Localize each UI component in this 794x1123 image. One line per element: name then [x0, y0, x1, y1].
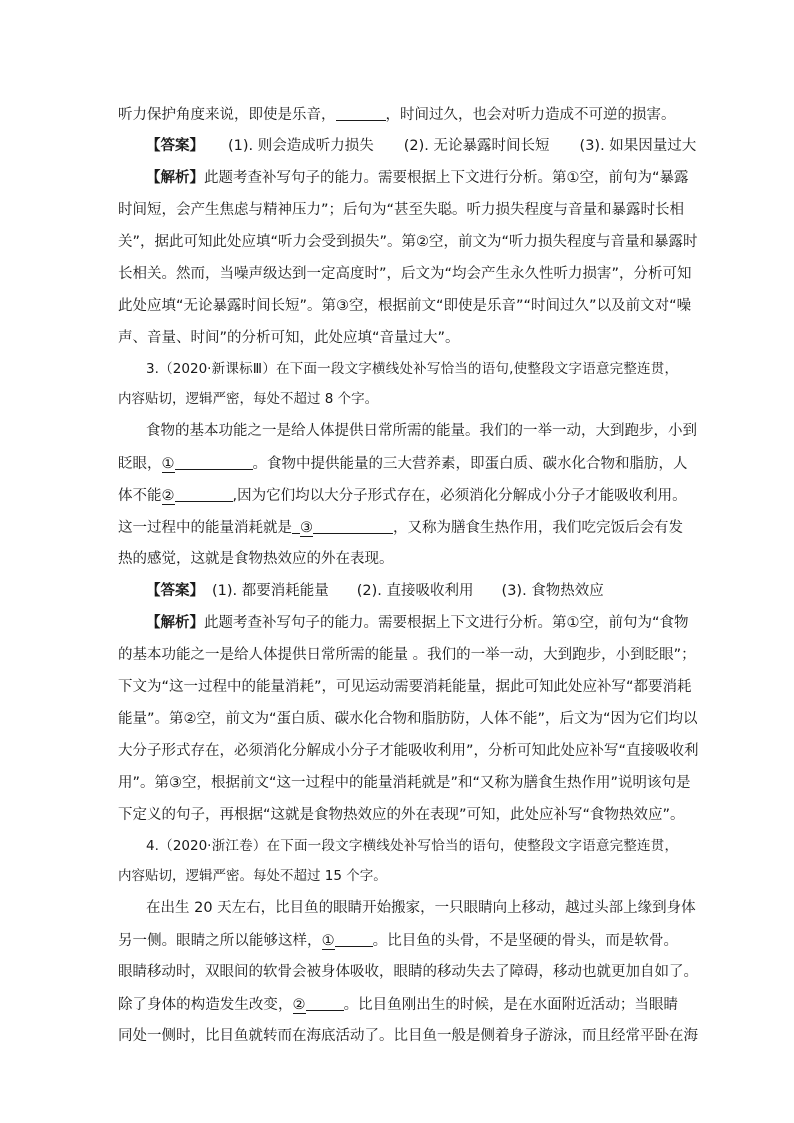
text-fragment: ，时间过久，也会对听力造成不可逆的损害。: [385, 107, 676, 123]
answer-item: (3). 食物热效应: [501, 583, 604, 599]
text-line: [118, 104, 678, 125]
analysis-line: [146, 168, 689, 188]
passage-line: 在出生 20 天左右，比目鱼的眼睛开始搬家，一只眼睛向上移动，越过头部上缘到身体: [146, 900, 696, 916]
analysis-line: 长相关。然而，当噪声级达到一定高度时”，后文为“均会产生永久性听力损害”，分析可知: [118, 266, 692, 282]
passage-line: 同处一侧时，比目鱼就转而在海底活动了。比目鱼一般是侧着身子游泳，而且经常平卧在海: [118, 1028, 698, 1044]
answer-item: (1). 则会造成听力损失: [228, 138, 374, 154]
blank-number: ①: [161, 456, 175, 472]
text-fragment: 听力保护角度来说，即使是乐音，: [118, 107, 336, 123]
analysis-label: 【解析】: [146, 615, 204, 631]
analysis-label: 【解析】: [146, 170, 204, 186]
text-fragment: ，又称为膳食生热作用，我们吃完饭后会有发: [393, 520, 683, 536]
answer-item: (2). 直接吸收利用: [356, 583, 474, 599]
passage-line: 热的感觉，这就是食物热效应的外在表现。: [118, 551, 394, 567]
analysis-line: 的基本功能之一是给人体提供日常所需的能量 。我们的一举一动，大到跑步，小到眨眼”；: [118, 647, 696, 663]
fill-blank: [306, 994, 344, 1011]
text-fragment: 。食物中提供能量的三大营养素，即蛋白质、碳水化合物和脂肪，人: [252, 456, 688, 472]
analysis-line: 时间短，会产生焦虑与精神压力”；后句为“甚至失聪。听力损失程度与音量和暴露时长相: [118, 202, 685, 218]
analysis-line: 下文为“这一过程中的能量消耗”，可见运动需要消耗能量，据此可知此处应补写“都要消耗: [118, 679, 692, 695]
answer-line: [146, 581, 678, 601]
fill-blank: [313, 517, 393, 534]
question-stem: 内容贴切，逻辑严密，每处不超过 8 个字。: [118, 391, 379, 407]
answer-item: (1). 都要消耗能量: [212, 583, 329, 599]
answer-label: 【答案】: [146, 583, 204, 599]
analysis-line: 关”，据此可知此处应填“听力会受到损失”。第②空，前文为“听力损失程度与音量和暴露时: [118, 234, 698, 250]
passage-line: [118, 517, 683, 538]
fill-blank: [292, 517, 300, 534]
analysis-line: 声、音量、时间”的分析可知，此处应填“音量过大”。: [118, 330, 460, 346]
question-stem: 内容贴切，逻辑严密。每处不超过 15 个字。: [118, 868, 387, 884]
fill-blank: [175, 453, 253, 470]
fill-blank: [175, 485, 233, 502]
analysis-line: 能量”。第②空，前文为“蛋白质、碳水化合物和脂肪防，人体不能”，后文为“因为它们均以: [118, 711, 698, 727]
text-fragment: 这一过程中的能量消耗就是: [118, 520, 292, 536]
analysis-line: 此处应填“无论暴露时间长短”。第③空，根据前文“即使是乐音”“时间过久”以及前文对“噪: [118, 298, 692, 314]
text-fragment: 。比目鱼的头骨，不是坚硬的骨头，而是软骨。: [372, 933, 679, 949]
text-fragment: ,因为它们均以大分子形式存在，必须消化分解成小分子才能吸收利用。: [232, 488, 687, 504]
text-fragment: 眨眼，: [118, 456, 162, 472]
question-stem: 4.（2020·浙江卷）在下面一段文字横线处补写恰当的语句，使整段文字语意完整连贯，: [146, 838, 678, 854]
answer-label: 【答案】: [146, 138, 204, 154]
question-stem: 3.（2020·新课标Ⅲ）在下面一段文字横线处补写恰当的语句,使整段文字语意完整连贯，: [146, 361, 678, 377]
analysis-line: 大分子形式存在，必须消化分解成小分子才能吸收利用”，分析可知此处应补写“直接吸收利: [118, 743, 699, 759]
answer-line: [146, 136, 697, 156]
passage-line: [118, 453, 688, 474]
passage-line: [118, 994, 678, 1015]
answer-item: (3). 如果因量过大: [579, 138, 697, 154]
blank-number: ②: [161, 488, 175, 504]
analysis-line: [146, 613, 689, 633]
answer-item: (2). 无论暴露时间长短: [403, 138, 550, 154]
text-fragment: 除了身体的构造发生改变，: [118, 997, 293, 1013]
passage-line: [118, 930, 678, 951]
passage-line: 眼睛移动时，双眼间的软骨会被身体吸收，眼睛的移动失去了障碍，移动也就更加自如了。: [118, 964, 698, 980]
fill-blank: [336, 104, 386, 121]
text-fragment: 此题考查补写句子的能力。需要根据上下文进行分析。第①空，前句为“暴露: [204, 170, 689, 186]
analysis-line: 下定义的句子，再根据“这就是食物热效应的外在表现”可知，此处应补写“食物热效应”。: [118, 807, 685, 823]
text-fragment: 此题考查补写句子的能力。需要根据上下文进行分析。第①空，前句为“食物: [204, 615, 689, 631]
passage-line: [118, 485, 687, 506]
blank-number: ③: [300, 520, 313, 536]
passage-line: 食物的基本功能之一是给人体提供日常所需的能量。我们的一举一动，大到跑步，小到: [146, 423, 697, 439]
analysis-line: 用”。第③空，根据前文“这一过程中的能量消耗就是”和“又称为膳食生热作用”说明该句是: [118, 775, 691, 791]
text-fragment: 。比目鱼刚出生的时候，是在水面附近活动；当眼睛: [343, 997, 679, 1013]
fill-blank: [335, 930, 373, 947]
blank-number: ①: [321, 933, 335, 949]
text-fragment: 体不能: [118, 488, 162, 504]
text-fragment: 另一侧。眼睛之所以能够这样，: [118, 933, 322, 949]
blank-number: ②: [292, 997, 306, 1013]
